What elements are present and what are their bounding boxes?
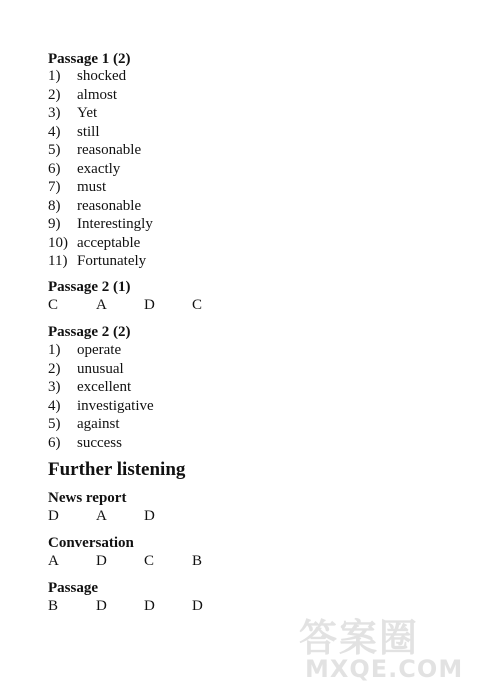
answer-letter: D	[192, 598, 203, 614]
list-item	[48, 178, 153, 197]
item-number: 7)	[48, 179, 61, 195]
list-item	[48, 378, 154, 397]
passage2-2-heading: Passage 2 (2)	[48, 324, 131, 340]
answer-letter: B	[48, 598, 59, 614]
item-answer: exactly	[77, 160, 121, 177]
news-report-answers	[48, 507, 192, 525]
item-number: 6)	[48, 434, 61, 451]
site-watermark	[291, 607, 481, 687]
item-answer: excellent	[77, 379, 132, 395]
item-answer: reasonable	[77, 142, 142, 158]
item-number: 2)	[48, 86, 61, 103]
answer-letter: D	[144, 508, 155, 524]
item-answer: Fortunately	[77, 253, 147, 269]
item-answer: against	[77, 416, 120, 432]
watermark-logo: 答案圈	[299, 616, 420, 660]
list-item	[48, 234, 153, 253]
answer-letter: A	[96, 508, 107, 524]
item-number: 9)	[48, 216, 61, 232]
answer-letter: D	[144, 598, 155, 614]
item-answer: Interestingly	[77, 216, 153, 232]
list-item	[48, 123, 153, 142]
item-number: 5)	[48, 416, 61, 432]
answer-letter: C	[192, 297, 203, 313]
list-item	[48, 104, 153, 123]
list-item	[48, 415, 154, 434]
item-answer: Yet	[77, 105, 98, 121]
list-item	[48, 360, 154, 379]
item-number: 1)	[48, 342, 61, 358]
item-answer: acceptable	[77, 234, 141, 251]
list-item	[48, 160, 153, 179]
conversation-heading: Conversation	[48, 535, 134, 551]
passage2-1-heading: Passage 2 (1)	[48, 279, 131, 295]
item-answer: reasonable	[77, 197, 142, 214]
list-item	[48, 67, 153, 86]
item-answer: shocked	[77, 68, 127, 84]
answer-letter: C	[48, 297, 59, 313]
answer-letter: A	[48, 553, 59, 569]
item-number: 4)	[48, 397, 61, 414]
item-number: 8)	[48, 197, 61, 214]
passage-heading: Passage	[48, 580, 98, 596]
item-answer: unusual	[77, 360, 124, 377]
answer-letter: D	[144, 297, 155, 313]
passage-answers	[48, 597, 240, 615]
item-number: 6)	[48, 160, 61, 177]
passage1-2-list	[48, 67, 153, 271]
item-number: 4)	[48, 123, 61, 140]
item-number: 11)	[48, 253, 68, 269]
further-listening-heading: Further listening	[48, 459, 186, 480]
item-number: 3)	[48, 379, 61, 395]
answer-letter: A	[96, 297, 107, 313]
list-item	[48, 341, 154, 360]
list-item	[48, 434, 154, 453]
passage2-2-list	[48, 341, 154, 452]
list-item	[48, 141, 153, 160]
passage2-1-answers	[48, 296, 240, 314]
list-item	[48, 215, 153, 234]
item-number: 1)	[48, 68, 61, 84]
item-answer: still	[77, 123, 100, 140]
item-answer: must	[77, 179, 107, 195]
answer-letter: D	[48, 508, 59, 524]
answer-letter: C	[144, 553, 155, 569]
list-item	[48, 252, 153, 271]
answer-letter: D	[96, 553, 107, 569]
item-number: 5)	[48, 142, 61, 158]
passage1-2-heading: Passage 1 (2)	[48, 51, 131, 67]
list-item	[48, 86, 153, 105]
item-answer: operate	[77, 342, 122, 358]
answer-letter: D	[96, 598, 107, 614]
answer-letter: B	[192, 553, 203, 569]
item-answer: investigative	[77, 397, 154, 414]
item-number: 3)	[48, 105, 61, 121]
item-answer: success	[77, 434, 122, 451]
item-answer: almost	[77, 86, 117, 103]
news-report-heading: News report	[48, 490, 127, 506]
item-number: 10)	[48, 234, 68, 251]
conversation-answers	[48, 552, 240, 570]
item-number: 2)	[48, 360, 61, 377]
list-item	[48, 397, 154, 416]
watermark-site: MXQE.COM	[305, 655, 464, 683]
list-item	[48, 197, 153, 216]
